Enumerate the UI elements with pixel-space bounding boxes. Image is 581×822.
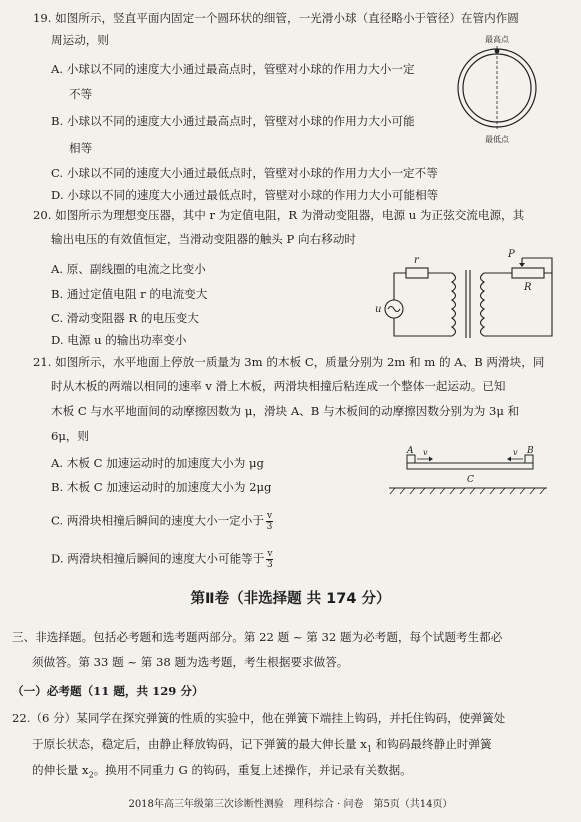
label-r: r bbox=[414, 255, 419, 266]
q22-stem-cont2: 的伸长量 $x_2$。换用不同重力 G 的钩码，重复上述操作，并记录有关数据。 bbox=[32, 763, 412, 780]
board-sliders-figure bbox=[385, 445, 550, 505]
slider-arrow-icon bbox=[519, 263, 525, 267]
q21-stem-cont1: 时从木板的两端以相同的速率 v 滑上木板，两滑块相撞后粘连成一个整体一起运动。已知 bbox=[51, 379, 506, 393]
velocity-arrow-right-icon bbox=[429, 457, 433, 462]
label-u: u bbox=[375, 304, 382, 315]
resistor-r bbox=[406, 268, 428, 278]
board-C bbox=[407, 463, 533, 469]
page-footer: 2018年高三年级第三次诊断性测验 理科综合 · 问卷 第5页（共14页） bbox=[128, 799, 453, 810]
label-A: A bbox=[407, 446, 414, 456]
q22-stem-cont1: 于原长状态，稳定后，由静止释放钩码，记下弹簧的最大伸长量 $x_1$ 和钩码最终静止时弹簧 bbox=[32, 737, 492, 754]
slider-A bbox=[407, 455, 415, 463]
q19-stem: 19. 如图所示，竖直平面内固定一个圆环状的细管，一光滑小球（直径略小于管径）在管内作圆 bbox=[33, 11, 519, 25]
q21-option-c bbox=[51, 511, 273, 532]
q22-stem: 22.（6 分）某同学在探究弹簧的性质的实验中，他在弹簧下端挂上钩码，并托住钩码，使弹簧处 bbox=[12, 711, 506, 725]
ring-tube-figure bbox=[449, 26, 549, 146]
label-C: C bbox=[467, 475, 474, 485]
q21-option-d-text: D. 两滑块相撞后瞬间的速度大小可能等于 bbox=[51, 551, 265, 566]
label-v-right: v bbox=[513, 448, 518, 457]
slider-B bbox=[525, 455, 533, 463]
v-over-3-fraction: $\frac{v}{3}$ bbox=[266, 511, 273, 532]
label-B: B bbox=[527, 446, 534, 456]
q19-option-a: A. 小球以不同的速度大小通过最高点时，管壁对小球的作用力大小一定 bbox=[51, 62, 415, 76]
q19-option-b: B. 小球以不同的速度大小通过最高点时，管壁对小球的作用力大小可能 bbox=[51, 114, 415, 128]
q21-option-c-text: C. 两滑块相撞后瞬间的速度大小一定小于 bbox=[51, 513, 264, 528]
label-P: P bbox=[508, 249, 515, 260]
q21-option-b: B. 木板 C 加速运动时的加速度大小为 2μg bbox=[51, 480, 272, 494]
q21-stem-cont2: 木板 C 与水平地面间的动摩擦因数为 μ，滑块 A、B 与木板间的动摩擦因数分别为为 3μ 和 bbox=[51, 404, 520, 418]
v-over-3-fraction: $\frac{v}{3}$ bbox=[267, 549, 273, 570]
q19-option-a-cont: 不等 bbox=[69, 87, 93, 101]
section3-intro-cont: 须做答。第 33 题 ~ 第 38 题为选考题，考生根据要求做答。 bbox=[32, 655, 349, 669]
q20-option-d: D. 电源 u 的输出功率变小 bbox=[51, 333, 187, 347]
label-v-left: v bbox=[423, 448, 428, 457]
q20-option-a: A. 原、副线圈的电流之比变小 bbox=[51, 262, 206, 276]
section3-intro: 三、非选择题。包括必考题和选考题两部分。第 22 题 ~ 第 32 题为必考题，每个试题考生都必 bbox=[12, 630, 503, 644]
q20-stem: 20. 如图所示为理想变压器，其中 r 为定值电阻，R 为滑动变阻器，电源 u 为正弦交流电源，其 bbox=[33, 208, 525, 222]
q20-stem-cont: 输出电压的有效值恒定，当滑动变阻器的触头 P 向右移动时 bbox=[51, 232, 357, 246]
required-part-heading: （一）必考题（11 题，共 129 分） bbox=[12, 684, 204, 698]
q20-option-c: C. 滑动变阻器 R 的电压变大 bbox=[51, 311, 199, 325]
label-R: R bbox=[524, 282, 532, 293]
q19-option-d: D. 小球以不同的速度大小通过最低点时，管壁对小球的作用力大小可能相等 bbox=[51, 188, 439, 202]
rheostat-R bbox=[512, 268, 544, 278]
q21-stem: 21. 如图所示，水平地面上停放一质量为 3m 的木板 C，质量分别为 2m 和 m 的 A、B 两滑块，同 bbox=[33, 355, 545, 369]
q21-option-d bbox=[51, 549, 273, 570]
bottom-point-label: 最低点 bbox=[485, 135, 509, 144]
top-point-label: 最高点 bbox=[485, 35, 509, 44]
q21-stem-cont3: 6μ，则 bbox=[51, 429, 90, 443]
q19-option-c: C. 小球以不同的速度大小通过最低点时，管壁对小球的作用力大小一定不等 bbox=[51, 166, 438, 180]
transformer-circuit-figure bbox=[372, 248, 562, 344]
section-title: 第Ⅱ卷（非选择题 共 174 分） bbox=[190, 591, 391, 607]
q19-option-b-cont: 相等 bbox=[69, 141, 93, 155]
velocity-arrow-left-icon bbox=[507, 457, 511, 462]
q21-option-a: A. 木板 C 加速运动时的加速度大小为 μg bbox=[51, 456, 264, 470]
ball-icon bbox=[495, 49, 500, 54]
q20-option-b: B. 通过定值电阻 r 的电流变大 bbox=[51, 287, 208, 301]
q19-stem-cont: 周运动，则 bbox=[51, 33, 109, 47]
